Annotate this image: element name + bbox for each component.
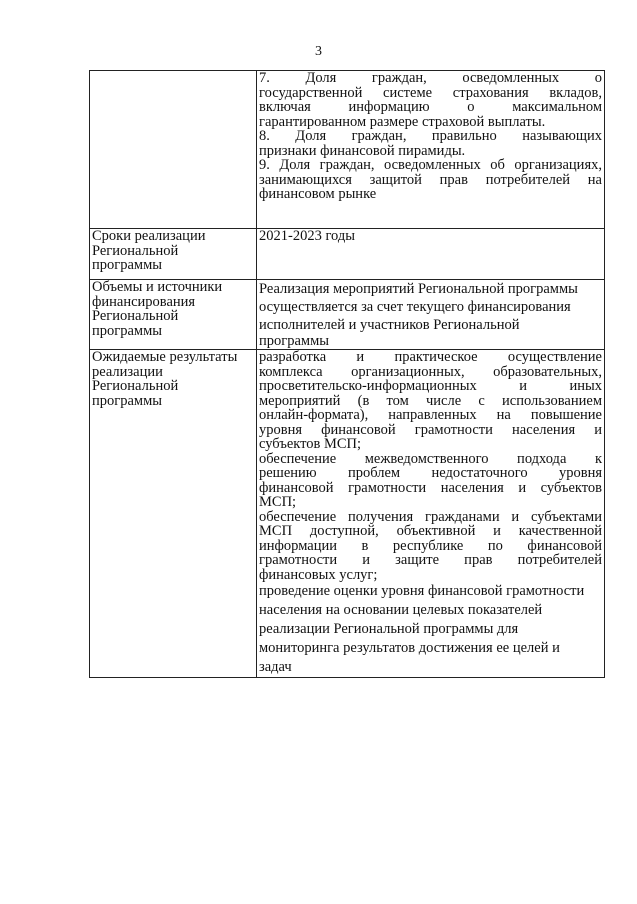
result-line: мониторинга результатов достижения ее целей и xyxy=(259,640,560,656)
funding-line: осуществляется за счет текущего финансирования xyxy=(259,299,571,315)
result-line: населения на основании целевых показателей xyxy=(259,602,543,618)
result-line: обеспечение межведомственного подхода к xyxy=(259,450,602,467)
result-line: обеспечение получения гражданами и субъектами xyxy=(259,508,602,525)
indicator-line: 9. Доля граждан, осведомленных об организациях, xyxy=(259,157,602,173)
result-line: уровня финансовой грамотности населения и xyxy=(259,421,602,438)
result-line: просветительско-информационных и иных xyxy=(259,378,602,394)
table-row xyxy=(90,350,605,678)
result-line: проведение оценки уровня финансовой грамотности xyxy=(259,583,585,599)
result-line: мероприятий (в том числе с использованием xyxy=(259,392,602,409)
result-line: МСП доступной, объективной и качественной xyxy=(259,523,602,539)
indicator-line: 8. Доля граждан, правильно называющих xyxy=(259,128,602,144)
result-line: онлайн-формата), направленных на повышение xyxy=(259,407,602,423)
funding-cell xyxy=(257,280,605,350)
indicator-line: государственной системе страхования вкладов, xyxy=(259,84,602,101)
table-row xyxy=(90,280,605,350)
result-line: финансовой грамотности населения и субъектов xyxy=(259,479,602,496)
label-line: программы xyxy=(92,257,162,273)
indicators-cell xyxy=(257,71,605,229)
row-label-cell-empty xyxy=(90,71,257,229)
label-line: программы xyxy=(92,322,162,339)
label-line: Региональной xyxy=(92,378,179,394)
result-line: комплекса организационных, образовательных, xyxy=(259,363,602,380)
indicator-line: занимающихся защитой прав потребителей на xyxy=(259,171,602,188)
result-line: разработка и практическое осуществление xyxy=(259,349,602,365)
period-value: 2021-2023 годы xyxy=(259,228,355,244)
table-row xyxy=(90,229,605,280)
row-label-cell xyxy=(90,280,257,350)
indicator-line: гарантированном размере страховой выплаты. xyxy=(259,113,546,130)
period-cell xyxy=(257,229,605,280)
result-line: финансовых услуг; xyxy=(259,566,378,583)
indicator-line: признаки финансовой пирамиды. xyxy=(259,142,466,159)
result-line: задач xyxy=(259,659,292,675)
label-line: Региональной xyxy=(92,242,179,259)
result-line: информации в республике по финансовой xyxy=(259,537,602,554)
label-line: Сроки реализации xyxy=(92,228,206,244)
result-line: реализации Региональной программы для xyxy=(259,621,519,637)
result-line: субъектов МСП; xyxy=(259,436,362,452)
program-passport-table xyxy=(89,70,605,678)
indicator-line: финансовом рынке xyxy=(259,186,377,202)
result-line: МСП; xyxy=(259,494,297,510)
table-row xyxy=(90,71,605,229)
row-label-cell xyxy=(90,229,257,280)
page-number: 3 xyxy=(315,44,322,59)
funding-line: исполнителей и участников Региональной xyxy=(259,317,520,333)
result-line: грамотности и защите прав потребителей xyxy=(259,552,602,568)
row-label-cell xyxy=(90,350,257,678)
result-line: решению проблем недостаточного уровня xyxy=(259,465,602,481)
funding-line: Реализация мероприятий Региональной программы xyxy=(259,281,578,297)
indicator-line: включая информацию о максимальном xyxy=(259,99,602,115)
label-line: финансирования xyxy=(92,293,196,310)
label-line: Ожидаемые результаты xyxy=(92,349,238,365)
label-line: реализации xyxy=(92,363,163,380)
label-line: Объемы и источники xyxy=(92,279,223,295)
indicator-line: 7. Доля граждан, осведомленных о xyxy=(259,70,602,86)
label-line: Региональной xyxy=(92,308,179,324)
results-cell xyxy=(257,350,605,678)
funding-line: программы xyxy=(259,333,329,349)
label-line: программы xyxy=(92,392,162,409)
